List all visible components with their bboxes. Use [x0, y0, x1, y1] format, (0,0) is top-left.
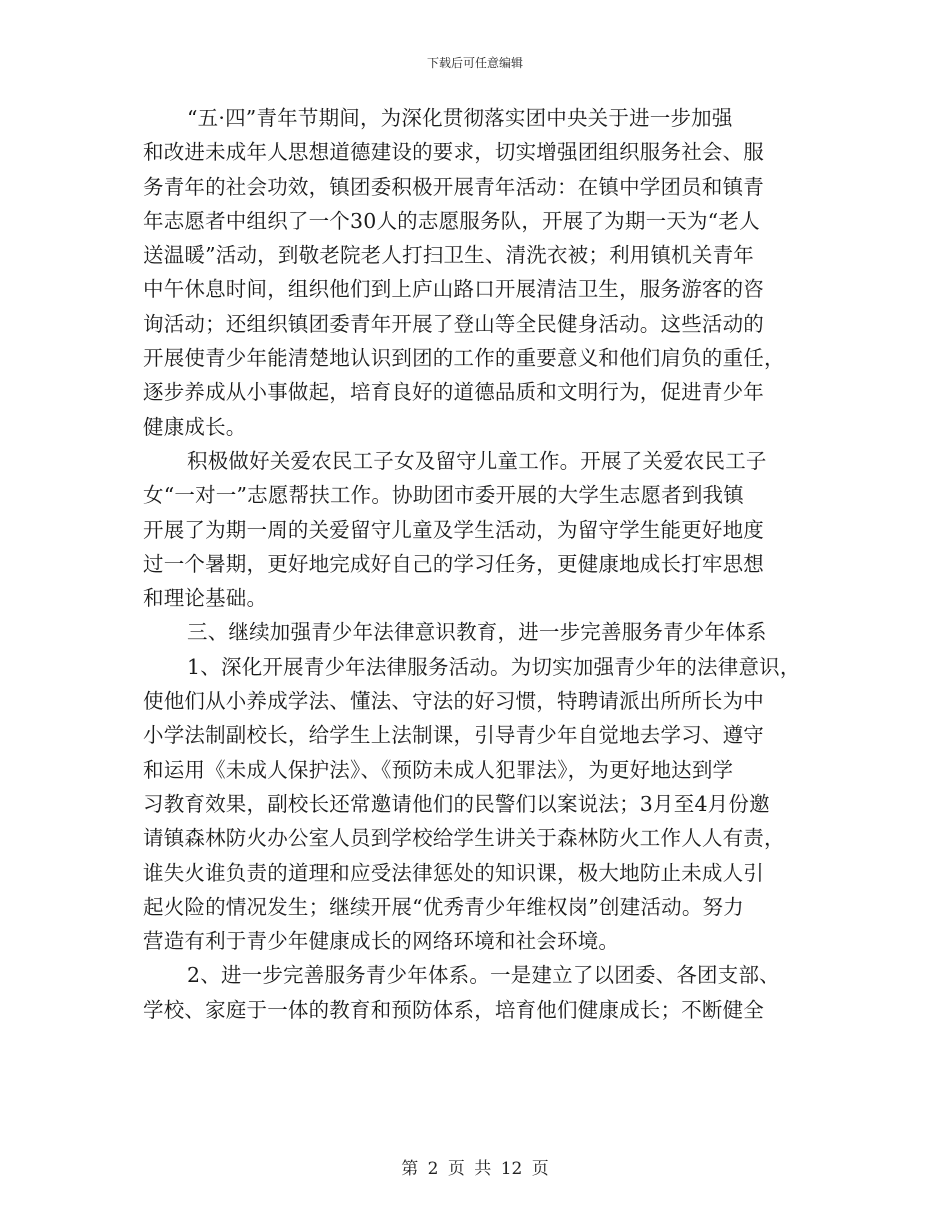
text-line: 1、深化开展青少年法律服务活动。为切实加强青少年的法律意识， — [187, 654, 801, 679]
text-line: 女“一对一”志愿帮扶工作。协助团市委开展的大学生志愿者到我镇 — [143, 483, 744, 508]
text-line: 谁失火谁负责的道理和应受法律惩处的知识课，极大地防止未成人引 — [143, 860, 764, 885]
text-line: “五·四”青年节期间，为深化贯彻落实团中央关于进一步加强 — [187, 106, 733, 130]
page-number-footer: 第 2 页 共 12 页 — [401, 1159, 549, 1179]
text-line: 年志愿者中组织了一个30人的志愿服务队，开展了为期一天为“老人 — [143, 208, 760, 233]
text-line: 起火险的情况发生；继续开展“优秀青少年维权岗”创建活动。努力 — [143, 894, 744, 919]
text-line: 积极做好关爱农民工子女及留守儿童工作。开展了关爱农民工子 — [187, 448, 767, 473]
text-line: 务青年的社会功效，镇团委积极开展青年活动：在镇中学团员和镇青 — [143, 174, 764, 199]
text-line: 询活动；还组织镇团委青年开展了登山等全民健身活动。这些活动的 — [143, 311, 764, 336]
text-line: 小学法制副校长，给学生上法制课，引导青少年自觉地去学习、遵守 — [143, 723, 764, 748]
text-line: 使他们从小养成学法、懂法、守法的好习惯，特聘请派出所所长为中 — [143, 689, 764, 714]
text-line: 2、进一步完善服务青少年体系。一是建立了以团委、各团支部、 — [187, 963, 780, 988]
document-body — [143, 101, 807, 1027]
text-line: 送温暖”活动，到敬老院老人打扫卫生、清洗衣被；利用镇机关青年 — [143, 243, 754, 268]
page-header-note: 下载后可任意编辑 — [426, 56, 523, 70]
text-line: 中午休息时间，组织他们到上庐山路口开展清洁卫生，服务游客的咨 — [143, 277, 764, 302]
text-line: 请镇森林防火办公室人员到学校给学生讲关于森林防火工作人人有责， — [143, 826, 785, 851]
text-line: 学校、家庭于一体的教育和预防体系，培育他们健康成长；不断健全 — [143, 997, 764, 1022]
text-line: 营造有利于青少年健康成长的网络环境和社会环境。 — [143, 929, 620, 954]
text-line: 和理论基础。 — [143, 586, 268, 611]
text-line: 三、继续加强青少年法律意识教育，进一步完善服务青少年体系 — [187, 620, 767, 645]
text-line: 和改进未成年人思想道德建设的要求，切实增强团组织服务社会、服 — [143, 140, 764, 165]
text-line: 和运用《未成人保护法》、《预防未成人犯罪法》，为更好地达到学 — [143, 757, 734, 782]
text-line: 逐步养成从小事做起，培育良好的道德品质和文明行为，促进青少年 — [143, 380, 764, 405]
text-line: 健康成长。 — [143, 414, 247, 439]
text-line: 开展了为期一周的关爱留守儿童及学生活动，为留守学生能更好地度 — [143, 517, 764, 542]
text-line: 过一个暑期，更好地完成好自己的学习任务，更健康地成长打牢思想 — [143, 551, 764, 576]
text-line: 开展使青少年能清楚地认识到团的工作的重要意义和他们肩负的重任， — [143, 346, 785, 371]
text-line: 习教育效果，副校长还常邀请他们的民警们以案说法；3月至4月份邀 — [143, 791, 770, 816]
